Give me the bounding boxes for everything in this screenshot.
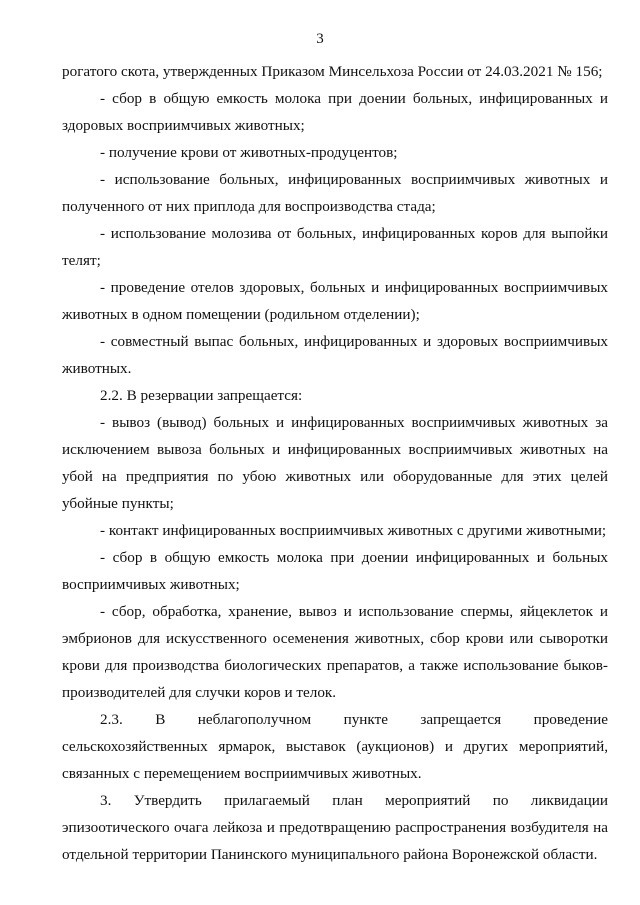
- list-item-milk-collection: - сбор в общую емкость молока при доении больных, инфицированных и здоровых восприимчивых животных;: [62, 90, 608, 134]
- document-body: [62, 58, 608, 868]
- section-heading-2-2: 2.2. В резервации запрещается:: [100, 387, 303, 404]
- list-item-blood-collection: - получение крови от животных-продуцентов;: [100, 144, 398, 161]
- paragraph-continuation: рогатого скота, утвержденных Приказом Минсельхоза России от 24.03.2021 № 156;: [62, 63, 603, 80]
- list-item-joint-grazing: - совместный выпас больных, инфицированных и здоровых восприимчивых животных.: [62, 333, 608, 377]
- list-item-milk-collection-infected: - сбор в общую емкость молока при доении инфицированных и больных восприимчивых животных;: [62, 549, 608, 593]
- section-2-3: 2.3. В неблагополучном пункте запрещается проведение сельскохозяйственных ярмарок, выставок (аукционов) и других мероприятий, связанных с перемещением восприимчивых животных.: [62, 711, 608, 782]
- list-item-calving: - проведение отелов здоровых, больных и инфицированных восприимчивых животных в одном помещении (родильном отделении);: [62, 279, 608, 323]
- list-item-removal: - вывоз (вывод) больных и инфицированных восприимчивых животных за исключением вывоза больных и инфицированных восприимчивых животных на убой на предприятия по убою животных или оборудованные для этих целей убойные пункты;: [62, 414, 608, 512]
- page-number: 3: [316, 31, 324, 47]
- section-3: 3. Утвердить прилагаемый план мероприятий по ликвидации эпизоотического очага лейкоза и предотвращению распространения возбудителя на отдельной территории Панинского муниципального района Воронежской области.: [62, 792, 608, 863]
- list-item-contact: - контакт инфицированных восприимчивых животных с другими животными;: [100, 522, 607, 539]
- list-item-semen-embryos: - сбор, обработка, хранение, вывоз и использование спермы, яйцеклеток и эмбрионов для искусственного осеменения животных, сбор крови или сыворотки крови для производства биологических препаратов, а также использование быков-производителей для случки коров и телок.: [62, 603, 608, 701]
- list-item-breeding-use: - использование больных, инфицированных восприимчивых животных и полученного от них приплода для воспроизводства стада;: [62, 171, 608, 215]
- list-item-colostrum-use: - использование молозива от больных, инфицированных коров для выпойки телят;: [62, 225, 608, 269]
